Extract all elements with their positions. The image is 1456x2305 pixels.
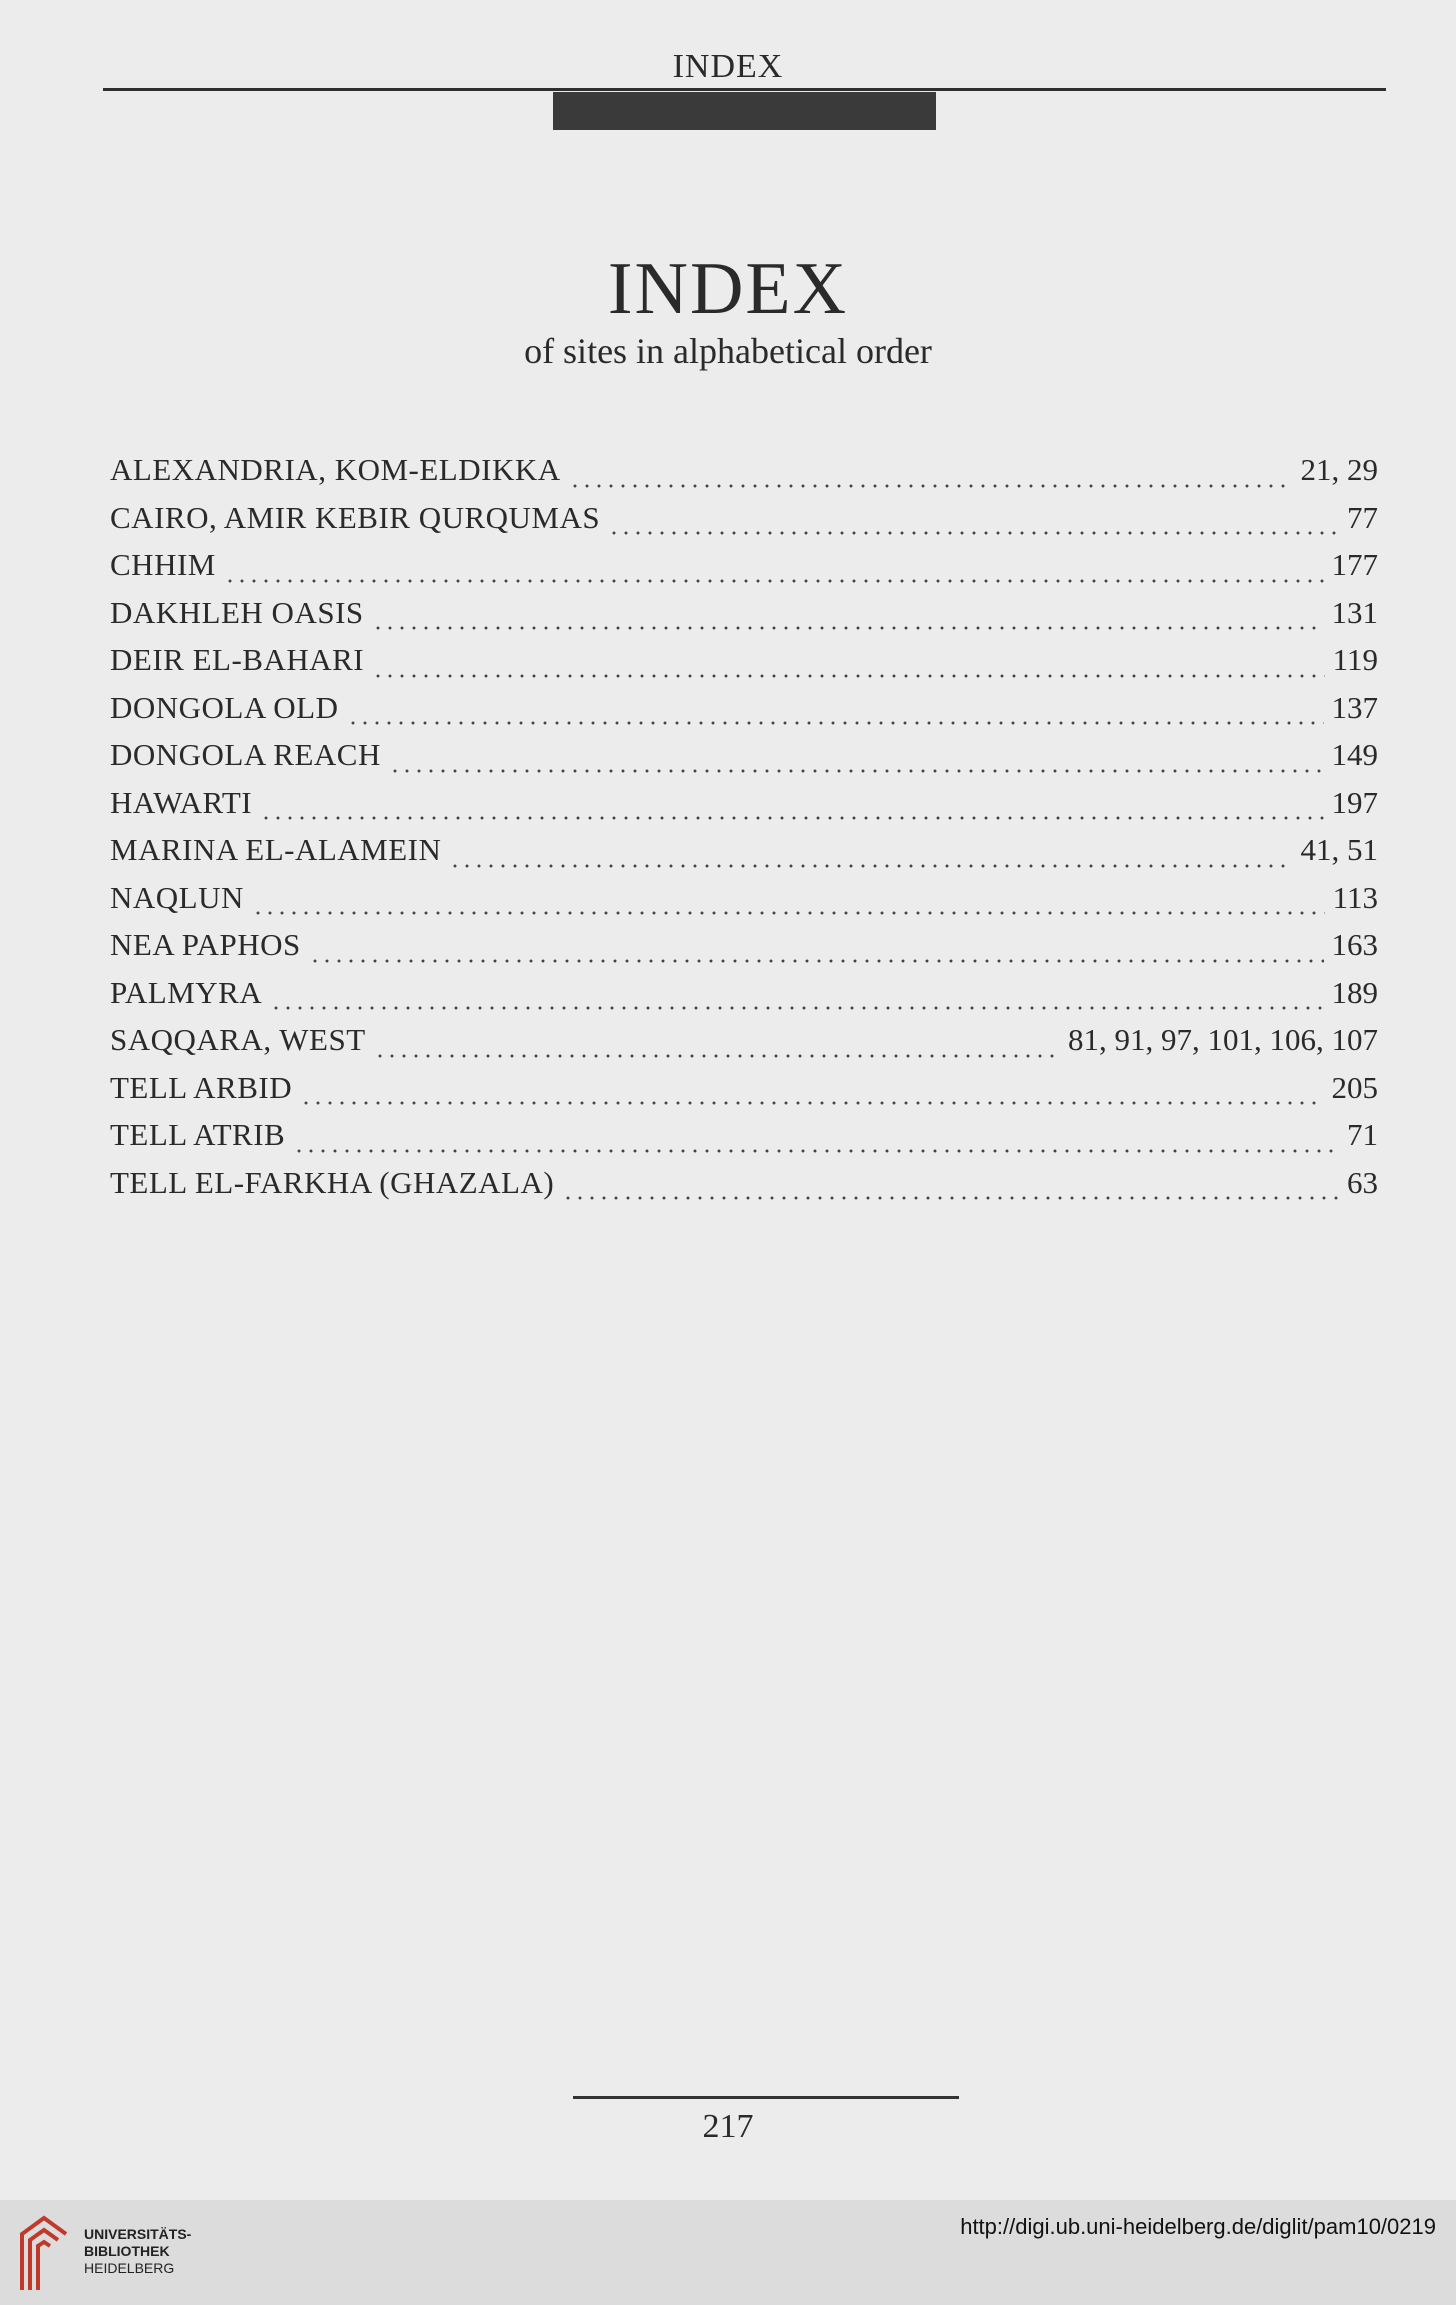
- dot-leader: [309, 959, 1324, 963]
- entry-page-numbers: 163: [1331, 927, 1378, 962]
- entry-site-name: TELL EL-FARKHA (GHAZALA): [110, 1164, 555, 1200]
- entry-page-numbers: 189: [1331, 974, 1378, 1010]
- entry-site-name: HAWARTI: [110, 784, 253, 820]
- index-entry: [110, 452, 1378, 500]
- dot-leader: [293, 1149, 1339, 1153]
- index-entry: [110, 1165, 1378, 1213]
- index-entry: [110, 1117, 1378, 1165]
- entry-site-name: TELL ARBID: [110, 1069, 293, 1105]
- page-title: INDEX: [607, 248, 849, 330]
- dot-leader: [449, 864, 1292, 868]
- entry-page-numbers: 81, 91, 97, 101, 106, 107: [1068, 1022, 1378, 1057]
- dot-leader: [347, 721, 1324, 725]
- library-line-1: UNIVERSITÄTS-: [84, 2226, 192, 2242]
- index-entry: [110, 975, 1378, 1023]
- header-rule: [103, 88, 1386, 91]
- index-entry: [110, 500, 1378, 548]
- permalink-url[interactable]: http://digi.ub.uni-heidelberg.de/diglit/pam10/0219: [960, 2214, 1436, 2239]
- entry-page-numbers: 113: [1332, 879, 1378, 915]
- entry-page-numbers: 21, 29: [1300, 452, 1378, 487]
- index-entry: [110, 642, 1378, 690]
- index-entry: [110, 927, 1378, 975]
- index-list: [110, 452, 1378, 1212]
- index-entry: [110, 690, 1378, 738]
- dot-leader: [300, 1101, 1323, 1105]
- dot-leader: [372, 674, 1325, 678]
- dot-leader: [252, 911, 1325, 915]
- header-block: [553, 92, 936, 130]
- entry-site-name: DEIR EL-BAHARI: [110, 642, 365, 677]
- entry-page-numbers: 177: [1331, 547, 1378, 582]
- dot-leader: [270, 1006, 1323, 1010]
- page-subtitle: of sites in alphabetical order: [524, 331, 932, 371]
- entry-page-numbers: 41, 51: [1300, 832, 1378, 867]
- entry-page-numbers: 71: [1347, 1117, 1378, 1152]
- university-library-logo-icon: [16, 2212, 72, 2294]
- entry-site-name: CHHIM: [110, 547, 216, 582]
- dot-leader: [372, 626, 1324, 630]
- entry-page-numbers: 149: [1331, 737, 1378, 772]
- dot-leader: [374, 1054, 1060, 1058]
- entry-site-name: CAIRO, AMIR KEBIR QURQUMAS: [110, 499, 601, 535]
- dot-leader: [608, 531, 1339, 535]
- library-name: [84, 2226, 191, 2277]
- index-entry: [110, 832, 1378, 880]
- library-line-3: HEIDELBERG: [84, 2260, 175, 2276]
- entry-page-numbers: 131: [1331, 594, 1378, 630]
- running-head: INDEX: [672, 48, 784, 85]
- index-entry: [110, 1070, 1378, 1118]
- entry-page-numbers: 205: [1331, 1069, 1378, 1105]
- footer-rule: [573, 2096, 959, 2099]
- entry-site-name: ALEXANDRIA, KOM-ELDIKKA: [110, 452, 561, 487]
- index-entry: [110, 1022, 1378, 1070]
- library-line-2: BIBLIOTHEK: [84, 2243, 170, 2259]
- entry-site-name: NEA PAPHOS: [110, 927, 301, 962]
- dot-leader: [260, 816, 1323, 820]
- index-entry: [110, 785, 1378, 833]
- page-number: 217: [702, 2108, 754, 2145]
- entry-site-name: DAKHLEH OASIS: [110, 594, 364, 630]
- entry-site-name: DONGOLA OLD: [110, 689, 339, 725]
- entry-page-numbers: 63: [1347, 1164, 1378, 1200]
- dot-leader: [569, 484, 1293, 488]
- entry-site-name: NAQLUN: [110, 879, 244, 915]
- entry-site-name: TELL ATRIB: [110, 1117, 286, 1152]
- index-entry: [110, 880, 1378, 928]
- entry-page-numbers: 197: [1331, 784, 1378, 820]
- dot-leader: [389, 769, 1324, 773]
- entry-page-numbers: 119: [1332, 642, 1378, 677]
- entry-site-name: MARINA EL-ALAMEIN: [110, 832, 442, 867]
- dot-leader: [562, 1196, 1339, 1200]
- entry-site-name: DONGOLA REACH: [110, 737, 381, 772]
- index-entry: [110, 595, 1378, 643]
- entry-site-name: SAQQARA, WEST: [110, 1022, 366, 1057]
- entry-page-numbers: 77: [1347, 499, 1378, 535]
- dot-leader: [224, 579, 1324, 583]
- entry-site-name: PALMYRA: [110, 974, 263, 1010]
- entry-page-numbers: 137: [1331, 689, 1378, 725]
- index-entry: [110, 547, 1378, 595]
- index-entry: [110, 737, 1378, 785]
